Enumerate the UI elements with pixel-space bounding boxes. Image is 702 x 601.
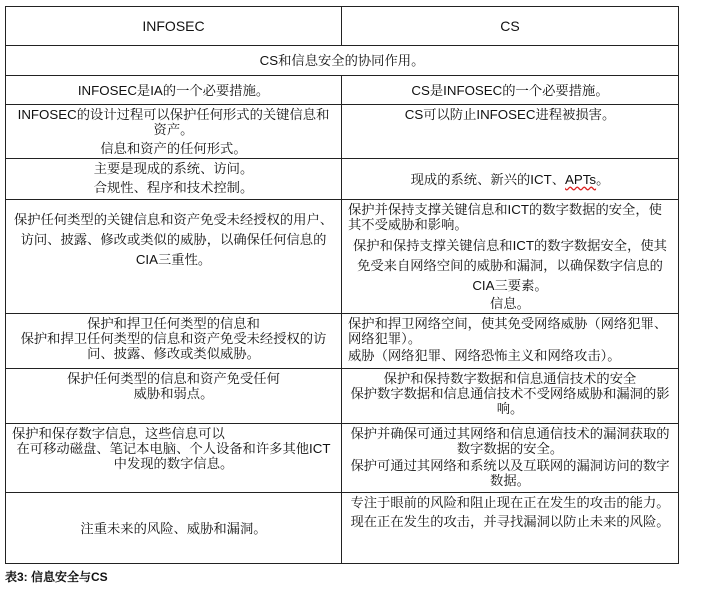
header-cs: CS (342, 7, 679, 46)
cell-text: 威胁（网络犯罪、网络恐怖主义和网络攻击）。 (348, 348, 621, 363)
cs-cell (342, 159, 679, 200)
cell-text: 保护并保持支撑关键信息和ICT的数字数据的安全，使其不受威胁和影响。 (348, 202, 662, 232)
table-row (6, 493, 679, 564)
cell-text: 保护并确保可通过其网络和信息通信技术的漏洞获取的数字数据的安全。 (350, 426, 670, 456)
cell-text: 保护和保持支撑关键信息和ICT的数字数据安全，使其免受来自网络空间的威胁和漏洞，以确保数字信息的CIA三要素。 (353, 238, 667, 293)
span-row (6, 46, 679, 76)
cell-text: 在可移动磁盘、笔记本电脑、个人设备和许多其他ICT中发现的数字信息。 (16, 441, 331, 471)
span-cell: CS和信息安全的协同作用。 (6, 46, 679, 76)
cell-text: 信息和资产的任何形式。 (100, 141, 247, 156)
cs-cell (342, 369, 679, 424)
cell-text: CS是INFOSEC的一个必要措施。 (411, 82, 609, 98)
infosec-cs-table (5, 6, 679, 564)
cell-text-part: 现成的系统、新兴的ICT、 (410, 171, 566, 187)
infosec-cell (6, 369, 342, 424)
cell-text: 注重未来的风险、威胁和漏洞。 (80, 520, 267, 536)
table-row (6, 424, 679, 493)
cs-cell (342, 200, 679, 314)
infosec-cell (6, 493, 342, 564)
cs-cell (342, 105, 679, 159)
cell-text: 保护任何类型的关键信息和资产免受未经授权的用户、访问、披露、修改或类似的威胁，以确保任何信息的CIA三重性。 (13, 212, 334, 267)
cell-text: 专注于眼前的风险和阻止现在正在发生的攻击的能力。 (350, 495, 670, 510)
cell-text: INFOSEC的设计过程可以保护任何形式的关键信息和资产。 (17, 107, 330, 137)
table-row (6, 369, 679, 424)
cs-cell (342, 424, 679, 493)
table-row (6, 159, 679, 200)
cell-text: 保护和捍卫网络空间，使其免受网络威胁（网络犯罪、网络犯罪）。 (348, 316, 668, 346)
cell-text-part: 。 (596, 171, 610, 187)
cell-text: 保护和保持数字数据和信息通信技术的安全 (383, 371, 637, 386)
cell-text: 保护和保存数字信息，这些信息可以 (12, 426, 225, 441)
table-caption: 表3: 信息安全与CS (5, 570, 108, 584)
infosec-cell (6, 105, 342, 159)
table-row (6, 76, 679, 105)
cell-text: CS可以防止INFOSEC进程被损害。 (404, 107, 616, 122)
cell-text: 保护和捍卫任何类型的信息和 (87, 316, 260, 331)
spell-flag-text: APTs (565, 171, 597, 187)
table-row (6, 105, 679, 159)
cell-text: 合规性、程序和技术控制。 (93, 180, 254, 195)
cell-text: 保护任何类型的信息和资产免受任何威胁和弱点。 (67, 371, 280, 401)
infosec-cell (6, 424, 342, 493)
table-row (6, 200, 679, 314)
cell-text: 主要是现成的系统、访问。 (93, 161, 254, 176)
cell-text: 保护可通过其网络和系统以及互联网的漏洞访问的数字数据。 (350, 458, 670, 488)
table-row (6, 314, 679, 369)
cell-text: 现在正在发生的攻击，并寻找漏洞以防止未来的风险。 (350, 514, 670, 529)
cs-cell (342, 314, 679, 369)
infosec-cell (6, 314, 342, 369)
cs-cell (342, 493, 679, 564)
cs-cell (342, 76, 679, 105)
cell-text: 保护数字数据和信息通信技术不受网络威胁和漏洞的影响。 (350, 386, 670, 416)
cell-text: INFOSEC是IA的一个必要措施。 (77, 82, 270, 98)
infosec-cell (6, 200, 342, 314)
header-row (6, 7, 679, 46)
header-infosec: INFOSEC (6, 7, 342, 46)
infosec-cell (6, 76, 342, 105)
cell-text: 信息。 (490, 296, 530, 311)
infosec-cell (6, 159, 342, 200)
cell-text (348, 172, 672, 187)
cell-text: 保护和捍卫任何类型的信息和资产免受未经授权的访问、披露、修改或类似威胁。 (20, 331, 327, 361)
